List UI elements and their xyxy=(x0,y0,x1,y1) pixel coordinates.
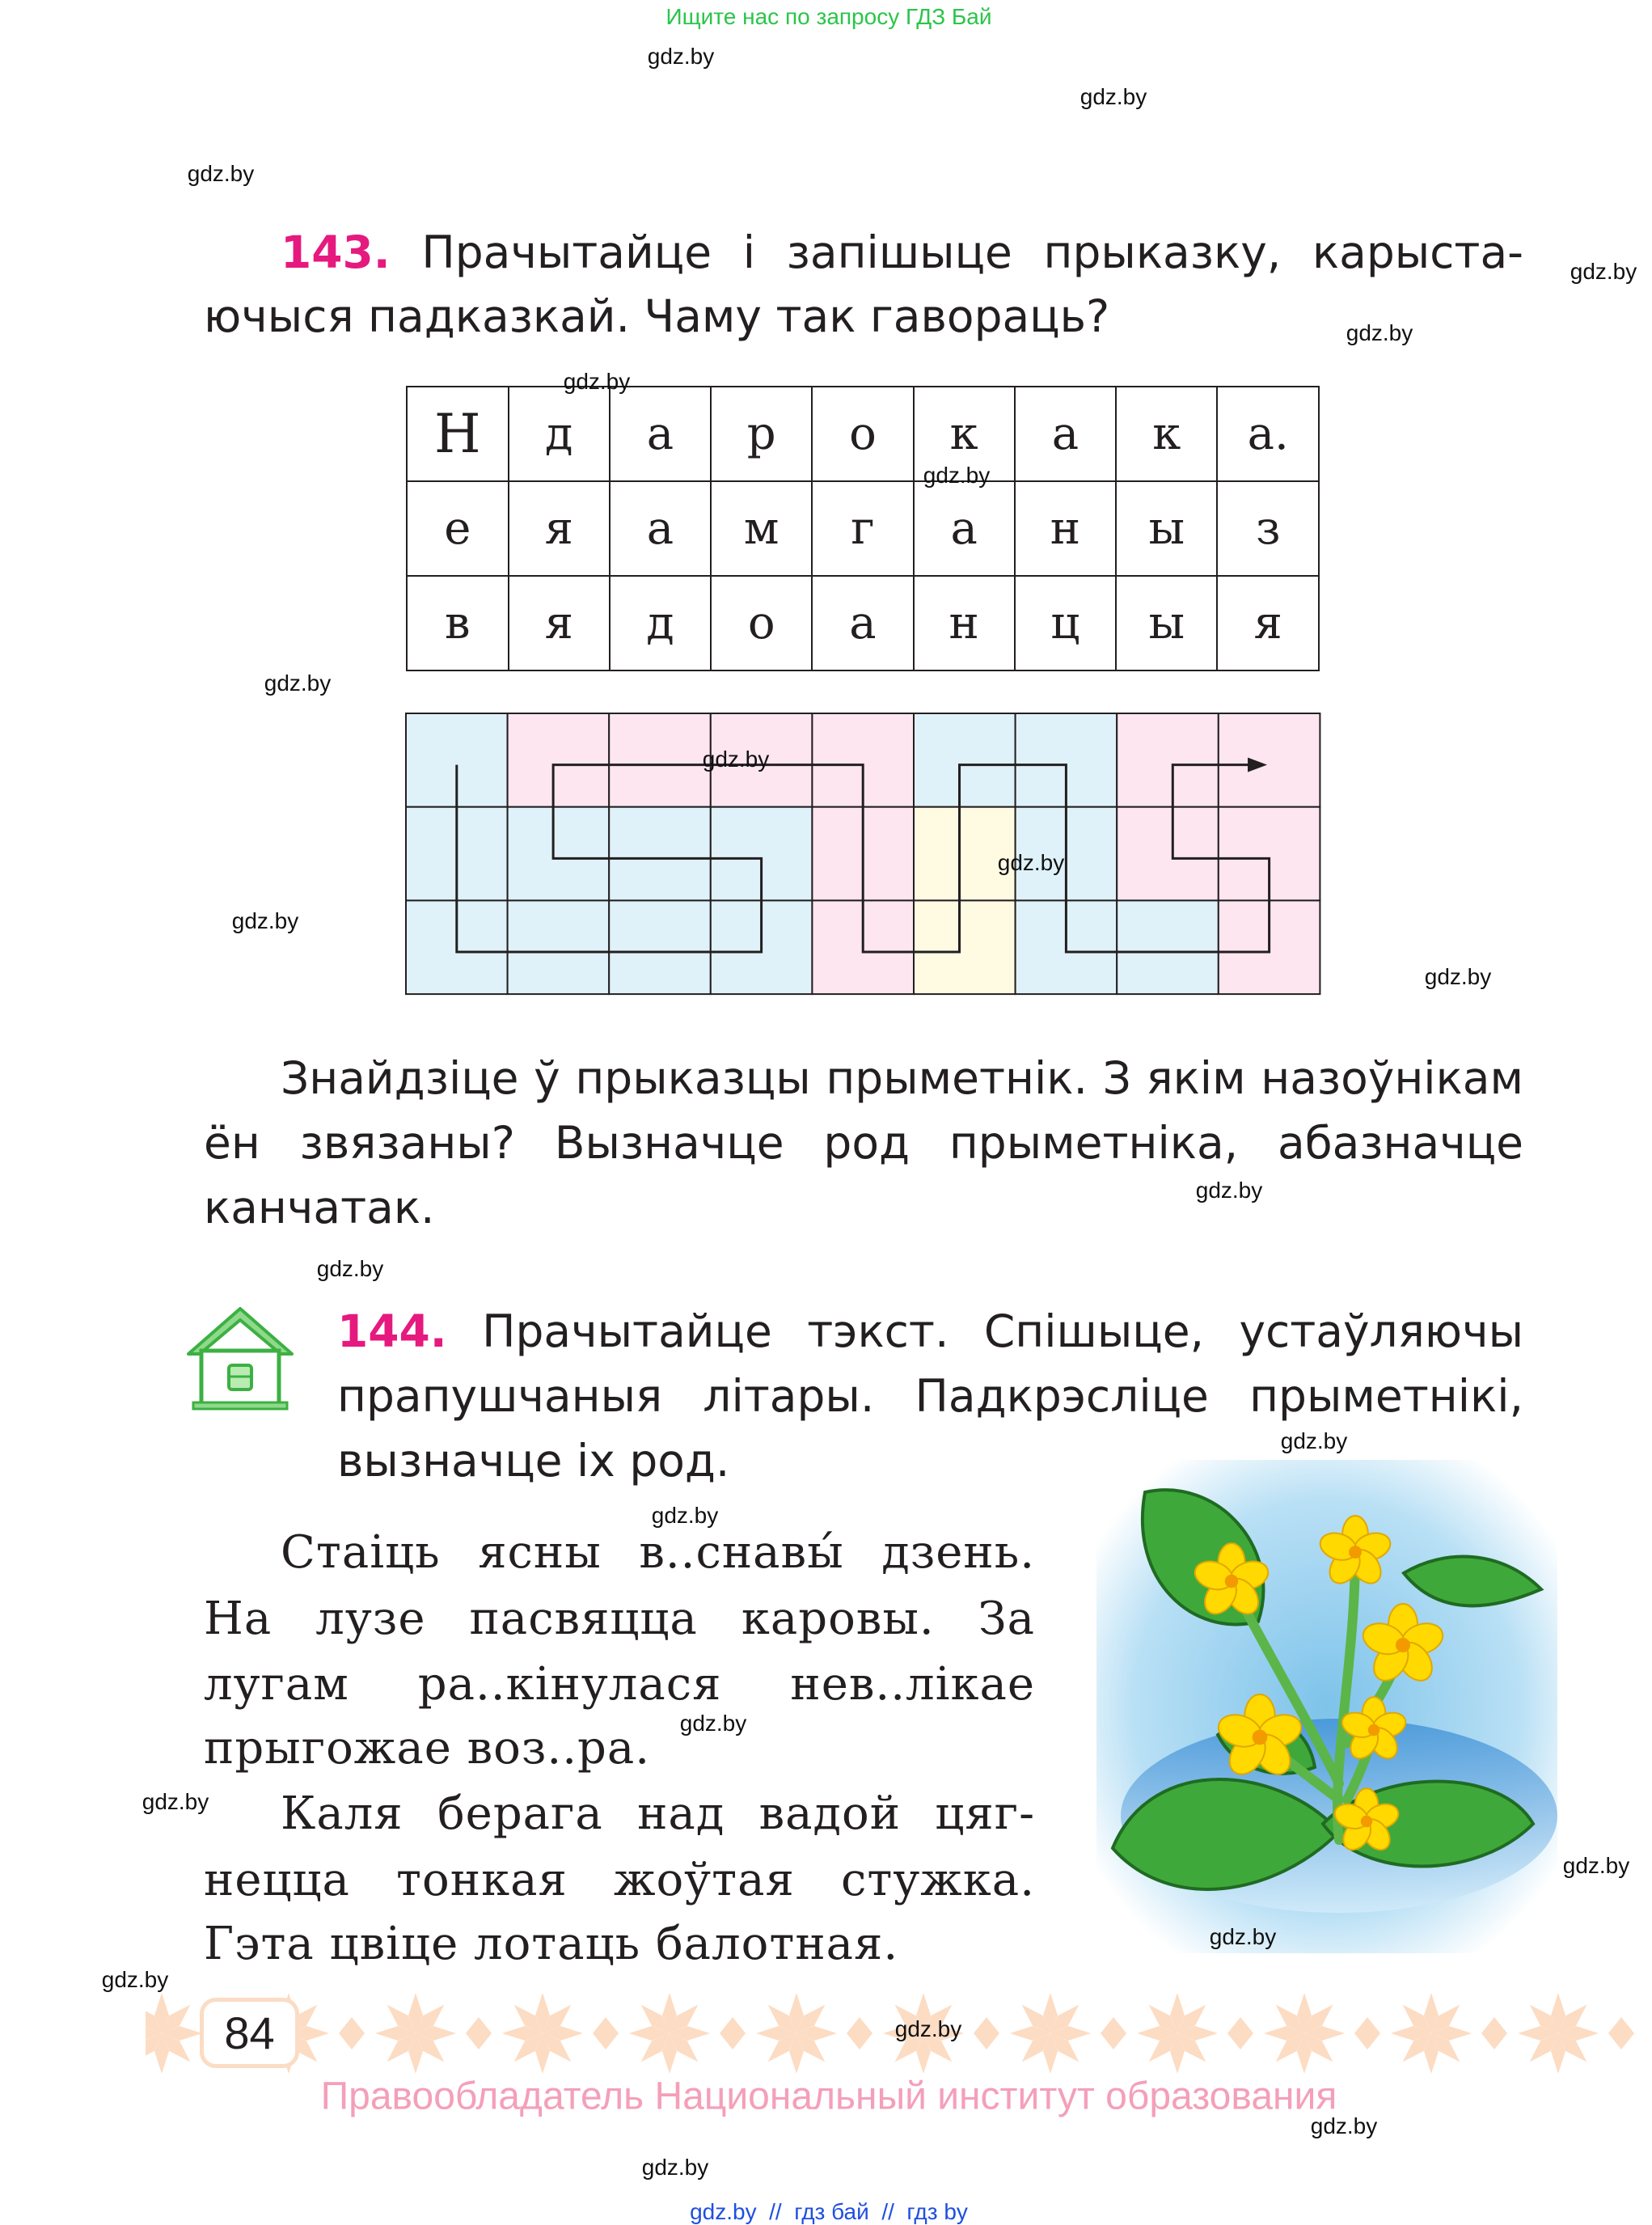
watermark: gdz.by xyxy=(1280,1428,1348,1453)
watermark: gdz.by xyxy=(651,1503,719,1528)
grid-cell: г xyxy=(812,481,913,576)
marsh-marigold-illustration xyxy=(1096,1460,1557,1953)
grid-cell: в xyxy=(407,576,509,670)
question-line-3: канчатак. xyxy=(204,1182,435,1233)
grid-cell: н xyxy=(1015,481,1116,576)
copyright-notice: Правообладатель Национальный институт образования xyxy=(320,2075,1337,2118)
grid-row xyxy=(407,387,1319,481)
maze-cell xyxy=(508,900,610,994)
maze-cell xyxy=(914,713,1016,807)
task-144-line-1 xyxy=(337,1303,1523,1360)
watermark: gdz.by xyxy=(187,161,255,186)
grid-cell: ы xyxy=(1116,576,1217,670)
grid-row xyxy=(407,576,1319,670)
watermark: gdz.by xyxy=(264,670,332,696)
watermark: gdz.by xyxy=(101,1967,169,1992)
snowflake-ornament xyxy=(1264,1993,1380,2074)
task-144-text: Прачытайце тэкст. Спішыце, устаўляючы xyxy=(482,1305,1523,1357)
maze-cell xyxy=(914,900,1016,994)
snowflake-ornament xyxy=(629,1993,746,2074)
grid-cell: о xyxy=(711,576,812,670)
watermark: gdz.by xyxy=(894,2016,962,2041)
grid-cell: к xyxy=(1116,387,1217,481)
snowflake-ornament xyxy=(1518,1993,1634,2074)
page-number: 84 xyxy=(200,1998,299,2068)
watermark: gdz.by xyxy=(563,369,631,394)
grid-cell: ц xyxy=(1015,576,1116,670)
grid-cell: а. xyxy=(1217,387,1319,481)
snowflake-ornament xyxy=(756,1993,872,2074)
text-line-5: Каля берага над вадой цяг- xyxy=(281,1787,1035,1840)
grid-cell: а xyxy=(610,387,711,481)
text-line-4: прыгожае воз..ра. xyxy=(204,1722,651,1775)
footer-links[interactable]: gdz.by // гдз бай // гдз by xyxy=(690,2199,968,2224)
grid-cell: я xyxy=(509,481,610,576)
grid-cell: н xyxy=(914,576,1015,670)
watermark: gdz.by xyxy=(702,747,770,772)
grid-cell: Н xyxy=(407,387,509,481)
watermark: gdz.by xyxy=(316,1256,384,1281)
grid-cell: ы xyxy=(1116,481,1217,576)
snowflake-ornament xyxy=(1137,1993,1253,2074)
watermark: gdz.by xyxy=(1346,320,1413,345)
snowflake-ornament xyxy=(1010,1993,1126,2074)
grid-cell: р xyxy=(711,387,812,481)
watermark: gdz.by xyxy=(679,1711,747,1736)
grid-row xyxy=(407,481,1319,576)
text-line-6: нецца тонкая жоўтая стужка. xyxy=(204,1854,1035,1906)
watermark: gdz.by xyxy=(1562,1853,1630,1878)
maze-cell xyxy=(508,713,610,807)
grid-cell: д xyxy=(610,576,711,670)
task-144-number: 144. xyxy=(337,1305,447,1357)
task-144-line-3: вызначце іх род. xyxy=(337,1435,730,1487)
grid-cell: е xyxy=(407,481,509,576)
maze-cell xyxy=(1117,900,1219,994)
maze-cell xyxy=(1219,713,1320,807)
snowflake-ornament xyxy=(375,1993,492,2074)
grid-cell: к xyxy=(914,387,1015,481)
task-143-number: 143. xyxy=(281,226,391,278)
watermark: gdz.by xyxy=(231,908,299,933)
grid-cell: я xyxy=(509,576,610,670)
task-143-line-2: ючыся падказкай. Чаму так гавораць? xyxy=(204,290,1110,342)
task-143-text: Прачытайце і запішыце прыказку, карыста- xyxy=(421,226,1524,278)
watermark: gdz.by xyxy=(1570,259,1637,284)
watermark: gdz.by xyxy=(142,1789,209,1814)
watermark: gdz.by xyxy=(923,463,991,488)
text-line-2: На лузе пасвяцца каровы. За xyxy=(204,1593,1035,1645)
maze-cell xyxy=(609,713,711,807)
grid-cell: з xyxy=(1217,481,1319,576)
maze-hint xyxy=(404,712,1321,996)
snowflake-ornament xyxy=(1391,1993,1507,2074)
maze-cell xyxy=(609,807,711,901)
watermark: gdz.by xyxy=(1195,1178,1263,1203)
watermark: gdz.by xyxy=(1080,84,1147,109)
text-line-1: Стаіць ясны в..снавы́ дзень. xyxy=(281,1526,1035,1579)
watermark: gdz.by xyxy=(647,44,715,69)
watermark: gdz.by xyxy=(1424,964,1492,989)
grid-cell: а xyxy=(1015,387,1116,481)
grid-cell: а xyxy=(914,481,1015,576)
maze-cell xyxy=(1117,807,1219,901)
grid-cell: о xyxy=(812,387,913,481)
text-line-3: лугам ра..кінулася нев..лікае xyxy=(204,1658,1035,1711)
grid-cell: я xyxy=(1217,576,1319,670)
watermark: gdz.by xyxy=(997,850,1065,875)
question-line-1: Знайдзіце ў прыказцы прыметнік. З якім назоўнікам xyxy=(281,1052,1523,1104)
text-line-7: Гэта цвіце лотаць балотная. xyxy=(204,1918,899,1970)
promo-text[interactable]: Ищите нас по запросу ГДЗ Бай xyxy=(665,4,992,29)
watermark: gdz.by xyxy=(641,2155,709,2180)
maze-cell xyxy=(609,900,711,994)
grid-cell: а xyxy=(812,576,913,670)
grid-cell: д xyxy=(509,387,610,481)
maze-cell xyxy=(508,807,610,901)
home-icon xyxy=(184,1304,297,1412)
watermark: gdz.by xyxy=(1209,1924,1277,1949)
task-143-line-1 xyxy=(281,224,1523,281)
grid-cell: а xyxy=(610,481,711,576)
watermark: gdz.by xyxy=(1310,2113,1378,2138)
maze-cell xyxy=(1117,713,1219,807)
grid-cell: м xyxy=(711,481,812,576)
question-line-2: ён звязаны? Вызначце род прыметніка, абазначце xyxy=(204,1117,1523,1169)
snowflake-ornament xyxy=(502,1993,619,2074)
letter-grid xyxy=(406,386,1320,671)
task-144-line-2: прапушчаныя літары. Падкрэсліце прыметнікі, xyxy=(337,1370,1523,1422)
